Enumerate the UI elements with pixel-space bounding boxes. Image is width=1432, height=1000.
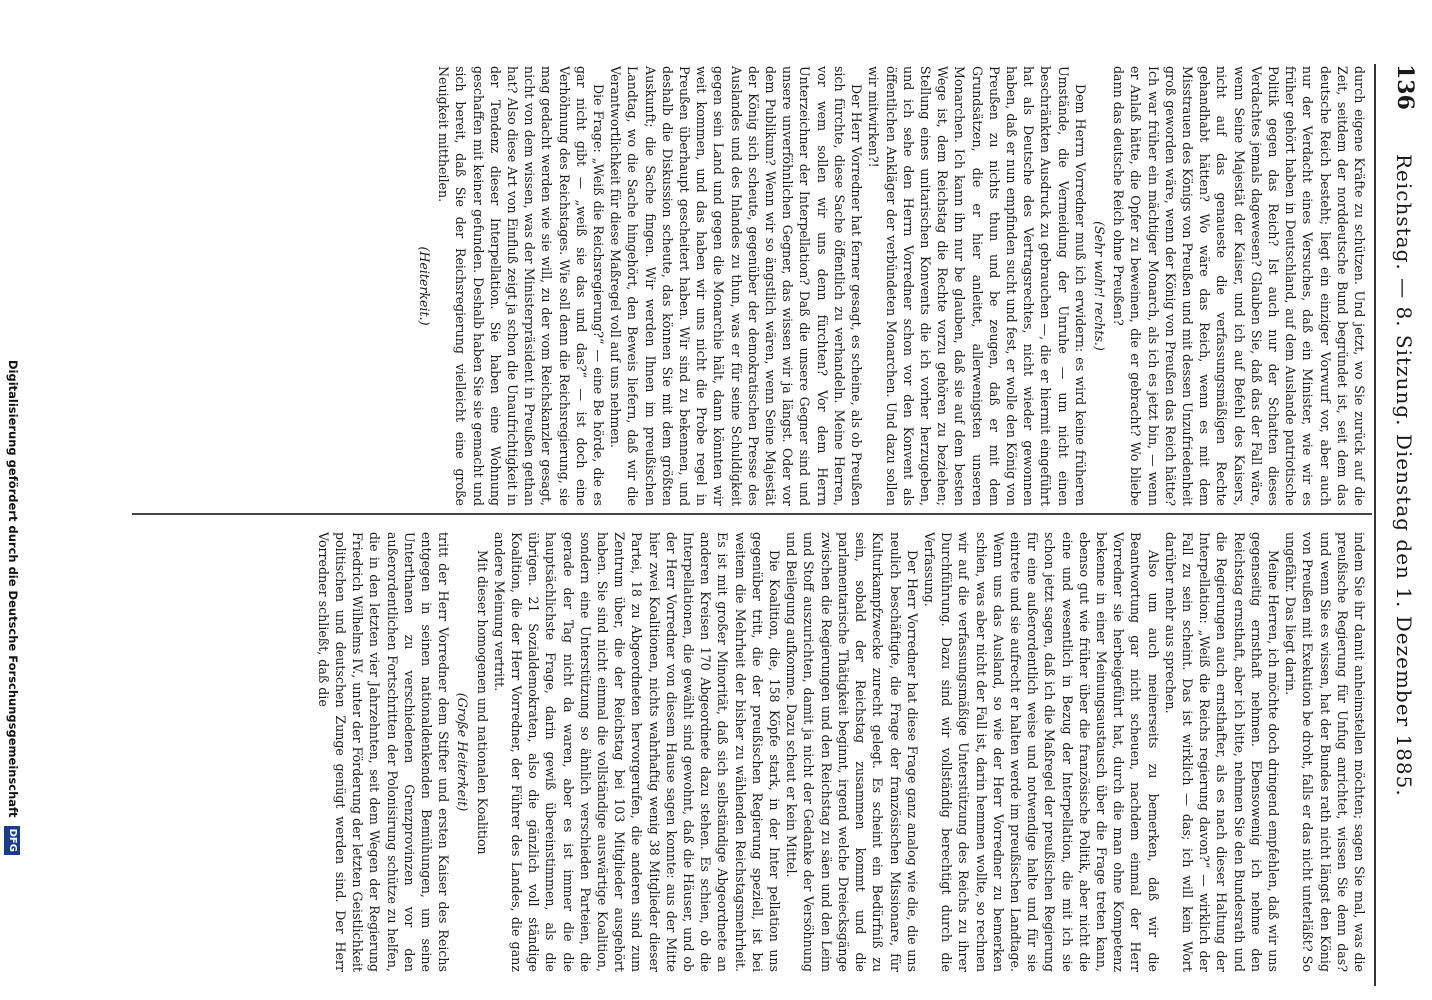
dfg-logo: DFG: [5, 826, 21, 855]
footer-credit: [2, 360, 24, 994]
header-rule: [1374, 64, 1376, 986]
paragraph: Die Frage: „Weiß die Reichsregierung?“ — eine Be hörde, die es gar nicht gibt — „weiß sie das und das?“ — ist doch eine Verhöhnung des Reichstages. Wie soll denn die Reichsregierung, sie mag gedacht werden wie sie will, zu der vom Reichskanzler gesagt, nicht von dem wissen, was der Ministerpräsident in Preußen gethan hat? Also diese Art von Einfluß zeigt ja schon die Unaufrichtigkeit in der Tendenz dieser Interpellation. Sie haben eine Wohnung geschaffen mit keiner gefunden. Deshalb haben Sie sie gemacht und sich bereit, daß Sie der Reichsregierung vielleicht eine große Neuigkeit mittheilen.: [436, 66, 607, 506]
footer-credit-text: Digitalisierung gefördert durch die Deutsche Forschungsgemeinschaft: [6, 360, 20, 818]
left-column: [140, 66, 1368, 506]
page-header: [1388, 64, 1418, 986]
paragraph: Mit dieser homogenen und nationalen Koalition: [474, 550, 490, 855]
paragraph: Dem Herrn Vorredner muß ich erwidern: es wird keine früheren Umstände, die Vermeidung der Unruhe — um nicht einen beschränkten Ausdruck zu gebrauchen —, die er hiermit eingeführt hat als Deutsche des Vertragsrechtes, nicht wieder gewonnen haben, daß er nun empfinden sucht und fest, er wolle den König von Preußen zu nichts thun und be zeugen, daß er mit dem Grundsätzen, die er hier anleitet, allerwenigsten unseren Monarchen. Ich kann ihn nur be glauben, daß sie auf dem besten Wege ist, dem Reichstag die Rechte vorzu gehören zu beziehen; Stellung eines unitarischen Konvents die ich vorher herzugeben, und ich sehe den Herrn Vorredner schon vor den Konvent als öffentlichen Ankläger der verbündeten Monarchen. Und dazu sollen wir mitwirken?!: [866, 66, 1088, 506]
stage-direction: (Heiterkeit.): [417, 246, 433, 326]
running-head: Reichstag. — 8. Sitzung. Dienstag den 1. Dezember 1885.: [1392, 154, 1416, 797]
stage-direction: (Große Heiterkeit): [455, 692, 471, 812]
scanned-page: [118, 58, 1428, 992]
paragraph: indem Sie ihr damit anheimstellen möchten; sagen Sie mal, was die preußische Regierung für Unfug anrichtet, wissen Sie denn das? und wenn Sie es wissen, hat der Bundes rath nicht längst den König von Preußen mit Exekution be droht, falls er das nicht unterläßt? So ungefähr. Das liegt darin.: [1283, 532, 1367, 972]
paragraph: Der Herr Vorredner hat ferner gesagt, es scheine, als ob Preußen sich fürchte, diese Sache öffentlich zu verhandeln. Meine Herren, vor wem sollen wir uns denn fürchten? Vor dem Herrn Unterzeichner der Interpellation? Daß die unsere Gegner sind und unsere unverföhnlichen Gegner, das wissen wir ja längst. Oder vor dem Publikum? Wenn wir so ängstlich wären, wenn Seine Majestät der König sich scheute, gegenüber der demokratischen Presse des Auslandes und des Inlandes zu thun, was er für seine Schuldigkeit gegen sein Land und gegen die Monarchie hält, dann könnten wir weit kommen, und das haben wir uns nicht die Probe regel in Preußen überhaupt gescheitert haben. Wir sind zu bekennen, und deshalb die Diskussion scheute, das können Sie mit dem größten Auskunft; die Sache fingen. Wir werden Ihnen im preußischen Landtag, wo die Sache hingehört, den Beweis liefern, daß wir die Verantwortlichkeit für diese Maßregel voll auf uns nehmen.: [608, 66, 865, 506]
right-column: [140, 532, 1368, 972]
paragraph: tritt der Herr Vorredner dem Stifter und ersten Kaiser des Reichs entgegen in seinen nationaldenkenden Bemühungen, um seine Unterthanen zu verschiedenen Grenzprovinzen vor den außerordentlichen Fortschritten der Polonisirung schütze zu helfen, die in den letzten vier Jahrzehnten, seit dem Wegen der Regierung Friedrich Wilhelms IV., unter der Förderung der letzten Geistlichkeit politischen und deutschen Zunge genügt werden sind. Der Herr Vorredner schließt, daß die: [315, 532, 452, 972]
paragraph: Die Koalition, die, 158 Köpfe stark, in der Inter pellation uns gegenüber tritt, die der preußischen Regierung speziell, ist bei weitem die Mehrheit der bisher zu wählenden Reichstagsmehrheit. Es ist mit großer Minorität, daß sich selbständige Abgeordnete an anderen Kreisen 170 Abgeordnete dazu stehen. Es schien, ob die Interpellationen, die gewählt sind gewohnt, daß die Häuser, und ob der Herr Vorredner von diesem Hause sagen konnte: aus der Mitte hier zwei Koalitionen, nichts wahrhaftig wenig 38 Mitglieder dieser Partei, 18 zu Abgeordneten hervorgerufen, die anderen sind zum Zentrum über, die der Reichstag bei 103 Mitglieder ausgehört haben. Sie sind nicht einmal die vollständige auswärtige Koalition, sondern eine Unterstützung so ähnlich verschieden Parteien, die gerade der Tag nicht da waren, aber es ist immer die die hauptsächlichste Frage, darin gewiß übereinstimmen, als die übrigen. 21 Sozialdemokraten, also die gänzlich voll ständige Koalition, die der Herr Vorredner, der Führer des Landes, die ganz andere Meinung vertritt.: [491, 532, 783, 972]
digitization-footer: [2, 360, 24, 994]
paragraph: Also um auch meinerseits zu bemerken, daß wir die Beantwortung gar nicht scheuen, nachdem einmal der Herr Vorredner sie herbeigeführt hat, durch die man ohne Kompetenz bekenne in einer Meinungsaustausch über die Frage treten kann, ebenso gut wie früher über die französische Politik, aber nicht die eine und wesentlich in Bezug der Interpellation, die mit ich sie schon jetzt sagen, daß ich die Maßregel der preußischen Regierung für eine außerordentlich weise und notwendige halte und für sie eintrete und sie aufrecht er halten werde im preußischen Landtage. Wenn uns das Ausland, so wie der Herr Vorredner zu bemerken schien, was aber nicht der Fall ist, darin hemmen wollte, so rechnen wir auf die verfassungsmäßige Unterstützung des Reichs zu ihrer Durchführung. Dazu sind wir vollständig berechtigt durch die Verfassung.: [921, 532, 1161, 972]
column-rule: [132, 513, 1372, 515]
page-number: 136: [1392, 64, 1418, 110]
paragraph: Meine Herren, ich möchte doch dringend empfehlen, daß wir uns gegenseitig ernsthaft nehmen. Ebensowenig ich nehme den Reichstag ernsthaft, aber ich bitte, nehmen Sie den Bundesrath und die Regierungen auch ernsthafter, als es nach dieser Haltung der Interpellation: „Weiß die Reichs regierung davon?“ — wirklich der Fall zu sein scheint. Das ist wirklich — das; ich will kein Wort darüber mehr aus sprechen.: [1162, 532, 1281, 972]
stage-direction: (Sehr wahr! rechts.): [1091, 221, 1107, 351]
paragraph: Der Herr Vorredner hat diese Frage ganz analog wie die, die uns neulich beschäftigte, die Frage der französischen Missionare, für Kulturkampfzwecke zurecht gelegt. Es scheint ein Bedürfniß zu sein, sobald der Reichstag zusammen kommt und die parlamentarische Thätigkeit beginnt, irgend welche Dreiecksgänge zwischen die Regierungen und den Reichstag zu säen und den Leim und Stoff auszurichten, damit ja nicht der Gedanke der Versöhnung und Beilegung aufkomme. Dazu scheut er kein Mittel.: [784, 532, 920, 972]
paragraph: durch eigene Kräfte zu schützen. Und jetzt, wo Sie zurück auf die Zeit, seitdem der norddeutsche Bund begründet ist, seit dem das deutsche Reich besteht; liegt ein einziger Vorwurf vor, aber auch nur der Verdacht eines Versuches, daß ein Minister, wie wir es früher gehört haben in Deutschland, auf dem Auslande patriotische Politik gegen das Reich? Ist auch nur der Schatten dieses Verdachtes jemals dagewesen? Glauben Sie, daß das der Fall wäre, wenn Seine Majestät der Kaiser, und ich auf Befehl des Kaisers, nicht auf das genaueste die verfassungsmäßigen Rechte gehandhabt hätten? Wo wäre das Reich, wenn es mit dem Misstrauen des Königs von Preußen und mit dessen Unzufriedenheit groß geworden wäre, wenn der König von Preußen das Reich hätte? Ich war früher ein mächtiger Monarch, als ich es jetzt bin, — wenn er Anlaß hätte, die Opfer zu beweinen, die er gebracht? Wo bliebe dann das deutsche Reich ohne Preußen?: [1111, 66, 1367, 506]
